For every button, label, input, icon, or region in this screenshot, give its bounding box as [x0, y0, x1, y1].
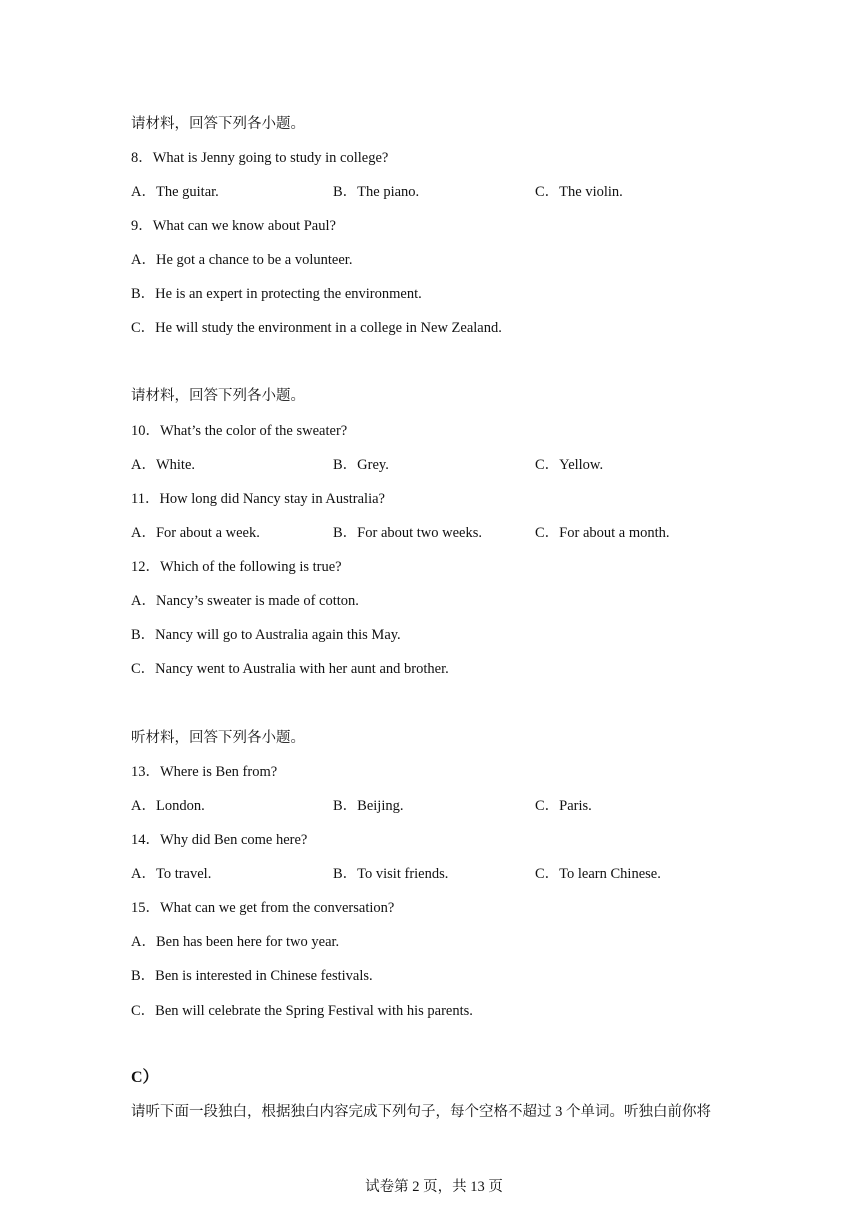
option-c: C．Paris. — [535, 798, 592, 814]
part-c-instruction: 请听下面一段独白，根据独白内容完成下列句子，每个空格不超过 3 个单词。听独白前你将 — [131, 1104, 711, 1120]
option-a: A．Nancy’s sweater is made of cotton. — [131, 593, 359, 609]
option-b: B．To visit friends. — [333, 866, 449, 882]
option-a: A．White. — [131, 457, 196, 473]
page-footer: 试卷第 2 页，共 13 页 — [365, 1179, 503, 1195]
question-stem: 9．What can we know about Paul? — [131, 218, 336, 234]
option-b: B．The piano. — [333, 184, 420, 200]
question-stem: 13．Where is Ben from? — [131, 764, 278, 780]
option-c: C．Yellow. — [535, 457, 604, 473]
option-b: B．Grey. — [333, 457, 389, 473]
option-a: A．To travel. — [131, 866, 212, 882]
section-instruction: 请材料，回答下列各小题。 — [131, 116, 305, 132]
section-instruction: 听材料，回答下列各小题。 — [131, 730, 305, 746]
question-stem: 11．How long did Nancy stay in Australia? — [131, 491, 385, 507]
question-stem: 12．Which of the following is true? — [131, 559, 342, 575]
option-a: A．London. — [131, 798, 205, 814]
question-stem: 14．Why did Ben come here? — [131, 832, 308, 848]
option-c: C．The violin. — [535, 184, 623, 200]
option-c: C．Nancy went to Australia with her aunt and brother. — [131, 661, 449, 677]
option-a: A．He got a chance to be a volunteer. — [131, 252, 353, 268]
option-b: B．Beijing. — [333, 798, 404, 814]
question-stem: 8．What is Jenny going to study in college? — [131, 150, 389, 166]
option-b: B．Ben is interested in Chinese festivals. — [131, 968, 373, 984]
option-b: B．Nancy will go to Australia again this May. — [131, 627, 401, 643]
option-b: B．He is an expert in protecting the environment. — [131, 286, 422, 302]
option-c: C．Ben will celebrate the Spring Festival with his parents. — [131, 1003, 473, 1019]
section-instruction: 请材料，回答下列各小题。 — [131, 388, 305, 404]
option-c: C．For about a month. — [535, 525, 670, 541]
part-c-heading: C） — [131, 1069, 159, 1086]
question-stem: 15．What can we get from the conversation? — [131, 900, 395, 916]
option-b: B．For about two weeks. — [333, 525, 483, 541]
option-c: C．To learn Chinese. — [535, 866, 661, 882]
option-c: C．He will study the environment in a college in New Zealand. — [131, 320, 502, 336]
option-a: A．For about a week. — [131, 525, 260, 541]
question-stem: 10．What’s the color of the sweater? — [131, 423, 348, 439]
option-a: A．The guitar. — [131, 184, 219, 200]
option-a: A．Ben has been here for two year. — [131, 934, 340, 950]
